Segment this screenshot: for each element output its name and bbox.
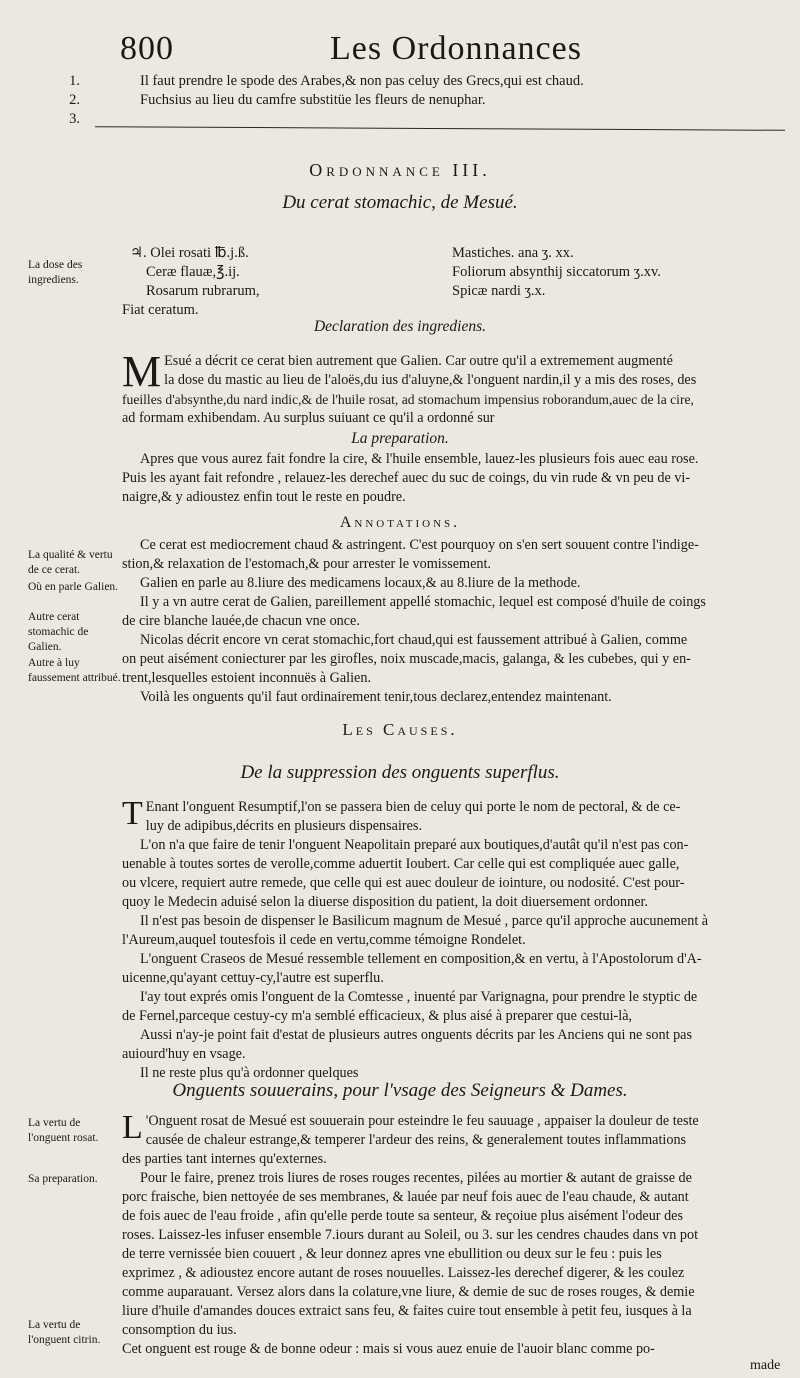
- drop-cap: L: [122, 1109, 143, 1146]
- note-item: 1. Il faut prendre le spode des Arabes,& non pas celuy des Grecs,qui est chaud.: [69, 73, 584, 89]
- declaration-paragraph: M Esué a décrit ce cerat bien autrement que Galien. Car outre qu'il a extremement augmenté la dose du mastic au lieu de l'aloës,du ius d'aluyne,& l'onguent nardin,il y a mis des roses, des fueilles d'absynthe,du nard indic,& de l'huile rosat, ad stomachum impensius roborandum,auec de la cire, ad formam exhibendam. Au surplus suiuant ce qu'il a ordonné sur: [122, 347, 697, 426]
- recipe-right: [452, 244, 661, 301]
- recipe-line: Rosarum rubrarum,: [146, 283, 260, 299]
- recipe-line: Ceræ flauæ,℥.ij.: [146, 264, 240, 280]
- recipe-left: [130, 244, 260, 301]
- heading-causes: Les Causes.: [342, 720, 458, 739]
- ordonnance-title: Ordonnance III.: [309, 160, 491, 180]
- heading-suppression: De la suppression des onguents superflus.: [240, 762, 560, 783]
- footnotes: 1. Il faut prendre le spode des Arabes,& non pas celuy des Grecs,qui est chaud. 2. Fuchsius au lieu du camfre substitüe les fleurs de nenuphar. 3.: [60, 72, 740, 110]
- recipe-line: Spicæ nardi ʒ.x.: [452, 283, 546, 299]
- souverains-paragraph: L 'Onguent rosat de Mesué est souuerain pour esteindre le feu sauuage , appaiser la douleur de teste causée de chaleur estrange,& temperer l'ardeur des reins, & generalement toutes inflammations des parties tant internes qu'externes. Pour le faire, prenez trois liures de roses rouges recentes, pilées au mortier & autant de graisse de porc fraische, bien nettoyée de ses membranes, & lauée par neuf fois auec de l'eau chaude, & autant de fois auec de l'eau froide , afin qu'elle perde toute sa senteur, & reçoiue plus aisément l'odeur des roses. Laissez-les infuser ensemble 7.iours durant au Soleil, ou 3. sur les cendres chaudes dans vn pot de terre vernissée bien couuert , & leur donnez apres vne ebullition ou deux sur le feu : puis les exprimez , & adioustez encore autant de roses nouuelles. Laissez-les derechef digerer, & les coulez comme auparauant. Versez alors dans la colature,vne liure, & demie de suc de roses rouges, & demie liure d'huile d'amandes douces extraict sans feu, & faites cuire tout ensemble à petit feu, iusques à la consomption du ius. Cet onguent est rouge & de bonne odeur : mais si vous auez enuie de l'auoir blanc comme po-: [122, 1109, 699, 1357]
- margin-note-vertu-onguent: La vertu de l'onguent rosat.: [28, 1117, 99, 1144]
- recipe-fiat: Fiat ceratum.: [122, 302, 199, 318]
- heading-preparation: La preparation.: [351, 430, 449, 447]
- ordonnance-subtitle: Du cerat stomachic, de Mesué.: [282, 192, 518, 213]
- drop-cap: M: [122, 347, 162, 396]
- catchword: made: [750, 1358, 781, 1373]
- margin-note-ou-parle: Où en parle Galien.: [28, 581, 119, 593]
- margin-note-dose: La dose des ingrediens.: [28, 259, 83, 286]
- heading-declaration: Declaration des ingrediens.: [313, 318, 487, 335]
- running-title: Les Ordonnances: [330, 30, 582, 67]
- suppression-paragraph: T Enant l'onguent Resumptif,l'on se passera bien de celuy qui porte le nom de pectoral, & de ce- luy de adipibus,décrits en plusieurs dispensaires. L'on n'a que faire de tenir l'onguent Neapolitain preparé aux boutiques,d'autât qu'il n'est pas con- uenable à toutes sortes de verolle,comme aduertit Ioubert. Car celle qui est compliquée auec galle, ou vlcere, requiert autre remede, que celle qui est auec douleur de iointure, ou nodosité. C'est pour- quoy le Medecin aduisé selon la diuerse disposition du patient, la doit diuersement ordonner. Il n'est pas besoin de dispenser le Basilicum magnum de Mesué , parce qu'il approche aucunement à l'Aureum,auquel toutesfois il cede en vertu,comme témoigne Rondelet. L'onguent Craseos de Mesué ressemble tellement en composition,& en vertu, à l'Apostolorum d'A- uicenne,qu'ayant cettuy-cy,l'autre est superflu. I'ay tout exprés omis l'onguent de la Comtesse , inuenté par Varignagna, pour prendre le styptic de de Fernel,parceque cestuy-cy m'a semblé efficacieux, & plus aisé à preparer que cestui-là, Aussi n'ay-je point fait d'estat de plusieurs autres onguents décrits par les Anciens qui ne sont pas auiourd'huy en vsage. Il ne reste plus qu'à ordonner quelques: [122, 795, 709, 1081]
- separator-rule: [95, 126, 785, 131]
- heading-souverains: Onguents souuerains, pour l'vsage des Seigneurs & Dames.: [172, 1080, 628, 1101]
- margin-note-autre-luy: Autre à luy faussement attribué.: [28, 657, 121, 684]
- annotations-paragraph: Ce cerat est mediocrement chaud & astringent. C'est pourquoy on s'en sert souuent contre l'indige- stion,& relaxation de l'estomach,& pour arrester le vomissement. Galien en parle au 8.liure des medicamens locaux,& au 8.liure de la methode. Il y a vn autre cerat de Galien, pareillement appellé stomachic, lequel est composé d'huile de coings de cire blanche lauée,de chacun vne once. Nicolas décrit encore vn cerat stomachic,fort chaud,qui est faussement attribué à Galien, comme on peut aisément coniecturer par les girofles, noix muscade,macis, galanga, & les cubebes, qui y en- trent,lesquelles estoient inconnuës à Galien. Voilà les onguents qu'il faut ordinairement tenir,tous declarez,entendez maintenant.: [122, 537, 706, 705]
- margin-note-autre-cerat: Autre cerat stomachic de Galien.: [28, 611, 89, 653]
- drop-cap: T: [122, 795, 143, 832]
- recipe-line: ♃. Olei rosati ℔.j.ß.: [130, 245, 249, 261]
- margin-note-preparation: Sa preparation.: [28, 1173, 98, 1185]
- preparation-paragraph: Apres que vous aurez fait fondre la cire, & l'huile ensemble, lauez-les plusieurs fois auec eau rose. Puis les ayant fait refondre , relauez-les derechef auec du suc de coings, du vin rude & vn peu de vi- naigre,& y adioustez enfin tout le reste en poudre.: [122, 451, 699, 505]
- page-number: 800: [120, 30, 174, 67]
- margin-note-qualite: La qualité & vertu de ce cerat.: [28, 549, 113, 576]
- recipe-line: Mastiches. ana ʒ. xx.: [452, 245, 574, 261]
- recipe-line: Foliorum absynthij siccatorum ʒ.xv.: [452, 264, 661, 280]
- note-item: 2. Fuchsius au lieu du camfre substitüe les fleurs de nenuphar.: [69, 92, 486, 108]
- heading-annotations: Annotations.: [339, 514, 461, 531]
- margin-note-citrin: La vertu de l'onguent citrin.: [28, 1319, 101, 1346]
